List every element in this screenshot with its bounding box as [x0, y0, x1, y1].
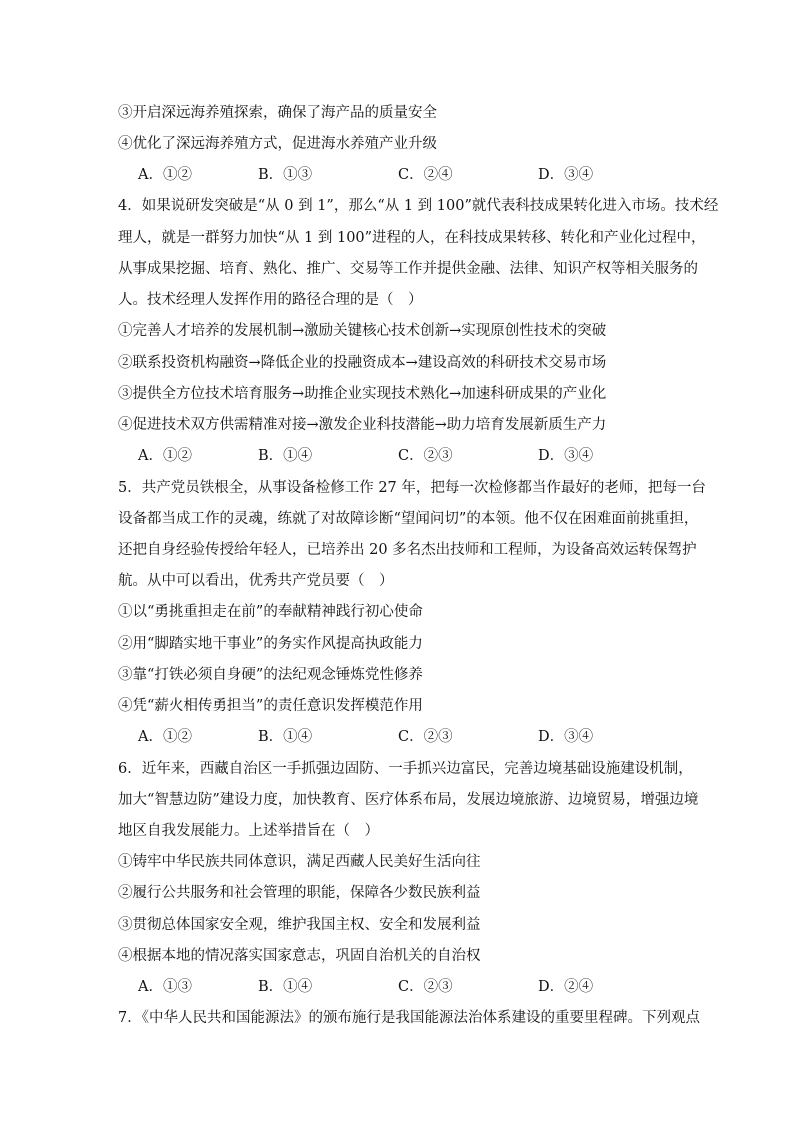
- q5-stem-line: 5．共产党员铁根全，从事设备检修工作 27 年，把每一次检修都当作最好的老师，把每一台: [118, 480, 706, 496]
- q3-option-a: A．①②: [138, 167, 192, 183]
- q6-item-4: ④根据本地的情况落实国家意志，巩固自治机关的自治权: [118, 948, 481, 964]
- q4-option-c: C．②③: [398, 448, 453, 464]
- q4-option-a: A．①②: [138, 448, 192, 464]
- q5-option-d: D．③④: [538, 729, 594, 745]
- q6-item-1: ①铸牢中华民族共同体意识，满足西藏人民美好生活向往: [118, 854, 481, 870]
- q5-option-b: B．①④: [258, 729, 313, 745]
- q3-option-c: C．②④: [398, 167, 453, 183]
- q4-option-d: D．③④: [538, 448, 594, 464]
- q6-item-2: ②履行公共服务和社会管理的职能，保障各少数民族利益: [118, 885, 481, 901]
- q4-stem-line: 4．如果说研发突破是“从 0 到 1”，那么“从 1 到 100”就代表科技成果转化进入市场。技术经: [118, 198, 719, 214]
- q7-stem-line: 7．《中华人民共和国能源法》的颁布施行是我国能源法治体系建设的重要里程碑。下列观点: [118, 1010, 700, 1026]
- q5-item-1: ①以“勇挑重担走在前”的奉献精神践行初心使命: [118, 604, 423, 620]
- q6-option-c: C．②③: [398, 979, 453, 995]
- q6-stem-line: 加大“智慧边防”建设力度，加快教育、医疗体系布局，发展边境旅游、边境贸易，增强边境: [118, 792, 699, 808]
- q5-item-2: ②用“脚踏实地干事业”的务实作风提高执政能力: [118, 636, 423, 652]
- q3-option-b: B．①③: [258, 167, 313, 183]
- q5-stem-line: 航。从中可以看出，优秀共产党员要（ ）: [118, 573, 394, 589]
- q5-stem-line: 还把自身经验传授给年轻人，已培养出 20 多名杰出技师和工程师，为设备高效运转保驾护: [118, 542, 697, 558]
- q6-option-a: A．①③: [138, 979, 192, 995]
- q5-option-a: A．①②: [138, 729, 192, 745]
- q6-option-d: D．②④: [538, 979, 594, 995]
- q4-stem-line: 人。技术经理人发挥作用的路径合理的是（ ）: [118, 292, 423, 308]
- q5-item-4: ④凭“薪火相传勇担当”的责任意识发挥模范作用: [118, 698, 423, 714]
- q4-stem-line: 从事成果挖掘、培育、熟化、推广、交易等工作并提供金融、法律、知识产权等相关服务的: [118, 261, 698, 277]
- q6-stem-line: 6．近年来，西藏自治区一手抓强边固防、一手抓兴边富民，完善边境基础设施建设机制，: [118, 761, 693, 777]
- q5-option-c: C．②③: [398, 729, 453, 745]
- q3-option-d: D．③④: [538, 167, 594, 183]
- q4-item-2: ②联系投资机构融资→降低企业的投融资成本→建设高效的科研技术交易市场: [118, 355, 607, 371]
- q4-item-1: ①完善人才培养的发展机制→激励关键核心技术创新→实现原创性技术的突破: [118, 323, 607, 339]
- q6-option-b: B．①④: [258, 979, 313, 995]
- q6-item-3: ③贯彻总体国家安全观，维护我国主权、安全和发展利益: [118, 917, 481, 933]
- q4-option-b: B．①④: [258, 448, 313, 464]
- q4-item-3: ③提供全方位技术培育服务→助推企业实现技术熟化→加速科研成果的产业化: [118, 386, 607, 402]
- q3-item-4: ④优化了深远海养殖方式，促进海水养殖产业升级: [118, 136, 437, 152]
- q5-item-3: ③靠“打铁必须自身硬”的法纪观念锤炼党性修养: [118, 667, 423, 683]
- q4-item-4: ④促进技术双方供需精准对接→激发企业科技潜能→助力培育发展新质生产力: [118, 417, 607, 433]
- q5-stem-line: 设备都当成工作的灵魂，练就了对故障诊断“望闻问切”的本领。他不仅在困难面前挑重担，: [118, 511, 699, 527]
- q4-stem-line: 理人，就是一群努力加快“从 1 到 100”进程的人，在科技成果转移、转化和产业化过程中，: [118, 230, 706, 246]
- q6-stem-line: 地区自我发展能力。上述举措旨在（ ）: [118, 823, 379, 839]
- q3-item-3: ③开启深远海养殖探索，确保了海产品的质量安全: [118, 105, 437, 121]
